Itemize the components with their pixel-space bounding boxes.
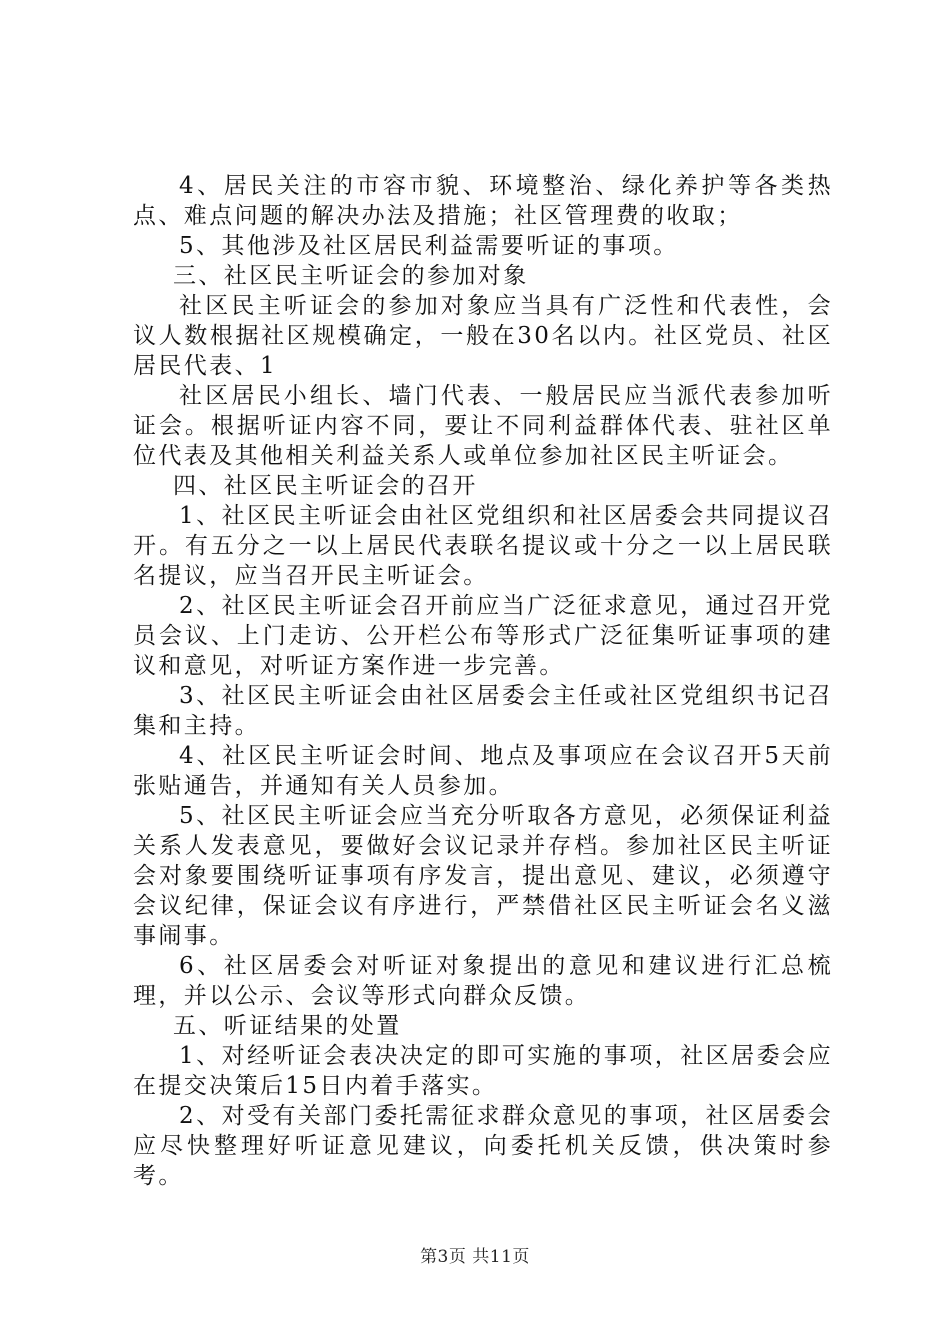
section-heading-convening: 四、社区民主听证会的召开: [173, 473, 478, 499]
section-heading-participants: 三、社区民主听证会的参加对象: [173, 263, 529, 289]
paragraph-convening-1: 1、社区民主听证会由社区党组织和社区居委会共同提议召开。有五分之一以上居民代表联名提议或十分之一以上居民联名提议，应当召开民主听证会。: [133, 503, 833, 589]
paragraph-participants-scope: 社区民主听证会的参加对象应当具有广泛性和代表性，会议人数根据社区规模确定，一般在30名以内。社区党员、社区居民代表、1: [133, 293, 833, 379]
paragraph-convening-5: 5、社区民主听证会应当充分听取各方意见，必须保证利益关系人发表意见，要做好会议记录并存档。参加社区民主听证会对象要围绕听证事项有序发言，提出意见、建议，必须遵守会议纪律，保证会议有序进行，严禁借社区民主听证会名义滋事闹事。: [133, 803, 833, 949]
page-number-footer: 第3页 共11页: [420, 1247, 530, 1267]
paragraph-convening-6: 6、社区居委会对听证对象提出的意见和建议进行汇总梳理，并以公示、会议等形式向群众反馈。: [133, 953, 833, 1009]
document-body: [133, 171, 833, 1191]
paragraph-item-5-other-matters: 5、其他涉及社区居民利益需要听证的事项。: [179, 233, 679, 259]
paragraph-convening-3: 3、社区民主听证会由社区居委会主任或社区党组织书记召集和主持。: [133, 683, 833, 739]
paragraph-results-2: 2、对受有关部门委托需征求群众意见的事项，社区居委会应尽快整理好听证意见建议，向委托机关反馈，供决策时参考。: [133, 1103, 833, 1189]
paragraph-participants-representatives: 社区居民小组长、墙门代表、一般居民应当派代表参加听证会。根据听证内容不同，要让不同利益群体代表、驻社区单位代表及其他相关利益关系人或单位参加社区民主听证会。: [133, 383, 833, 469]
paragraph-results-1: 1、对经听证会表决决定的即可实施的事项，社区居委会应在提交决策后15日内着手落实。: [133, 1043, 833, 1099]
paragraph-convening-4: 4、社区民主听证会时间、地点及事项应在会议召开5天前张贴通告，并通知有关人员参加。: [133, 743, 833, 799]
paragraph-item-4-hotspots: 4、居民关注的市容市貌、环境整治、绿化养护等各类热点、难点问题的解决办法及措施；社区管理费的收取；: [133, 173, 833, 229]
paragraph-convening-2: 2、社区民主听证会召开前应当广泛征求意见，通过召开党员会议、上门走访、公开栏公布等形式广泛征集听证事项的建议和意见，对听证方案作进一步完善。: [133, 593, 833, 679]
section-heading-results: 五、听证结果的处置: [173, 1013, 402, 1039]
